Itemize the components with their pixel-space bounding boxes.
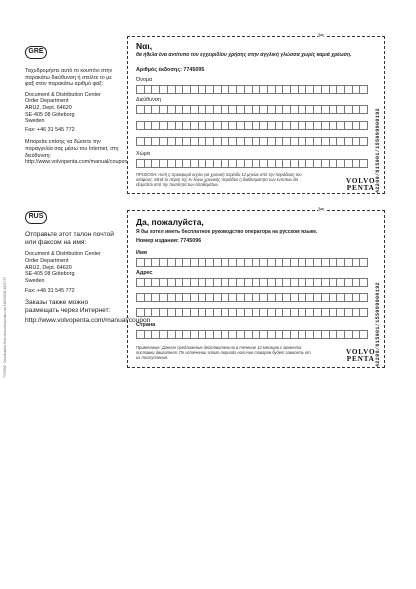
mailing-instructions: Отправьте этот талон почтой или факсом на имя: <box>25 231 114 247</box>
publication-number: Номер издания: 7745096 <box>136 238 202 244</box>
mailing-instructions: Ταχυδρομήστε αυτό το κουπόνι στην παρακάτω διεύθυνση ή στείλτε το με φαξ στον παρακάτω αριθμό φαξ: <box>25 68 113 88</box>
language-badge: RUS <box>25 211 47 224</box>
address-field-line-1[interactable] <box>136 105 368 114</box>
address-line: ARU2, Dept. 64620 <box>25 264 72 271</box>
address-label: Адрес <box>136 270 153 276</box>
scissors-icon: ✂ <box>318 205 325 214</box>
country-label: Χώρα <box>136 151 150 157</box>
section-greek <box>0 30 416 200</box>
address-block <box>25 92 120 125</box>
volvo-penta-logo: VOLVO PENTA <box>346 348 376 363</box>
order-coupon <box>127 31 385 194</box>
address-line: Order Department <box>25 98 69 105</box>
address-field-line-2[interactable] <box>136 121 368 130</box>
country-field[interactable] <box>136 330 368 339</box>
volvo-penta-logo: VOLVO PENTA <box>346 177 376 192</box>
address-field-line-2[interactable] <box>136 293 368 302</box>
address-line: Sweden <box>25 118 45 125</box>
order-coupon <box>127 205 385 368</box>
address-line: ARU2, Dept. 64620 <box>25 104 72 111</box>
address-line: SE-405 08 Göteborg <box>25 271 75 278</box>
coupon-url[interactable]: http://www.volvopenta.com/manual/coupon <box>25 317 151 325</box>
coupon-request: Я бы хотел иметь бесплатное руководство оператора на русском языке. <box>136 229 318 235</box>
address-line: Sweden <box>25 277 45 284</box>
validity-note: ΠΡΟΣΟΧΗ: Αυτή η προσφορά ισχύει για χρονική περίοδο 12 μηνών από την παράδοση του σκάφους. Μετά το πέρας της εν λόγω χρονικής περιόδου η διαθεσιμότητα των εντύπων θα εξαρτάται από την ποσότητα των αποθεμάτων. <box>136 172 302 187</box>
coupon-heading: Ναι, <box>136 41 153 51</box>
section-russian <box>0 203 416 373</box>
language-badge: GRE <box>25 46 47 59</box>
address-label: Διεύθυνση <box>136 97 162 103</box>
coupon-code: 42200/615001/155099900192 <box>375 107 381 193</box>
scissors-icon: ✂ <box>318 31 325 40</box>
address-line: Order Department <box>25 258 69 264</box>
address-field-line-3[interactable] <box>136 137 368 146</box>
internet-order-text: Μπορείτε επίσης να δώσετε την παραγγελία σας μέσω του Internet, στη διεύθυνση: <box>25 139 119 159</box>
address-field-line-3[interactable] <box>136 308 368 317</box>
address-line: Document & Distribution Center <box>25 251 101 258</box>
fax-number: Fax: +46 31 545 772 <box>25 126 75 133</box>
coupon-url[interactable]: http://www.volvopenta.com/manual/coupon <box>25 159 128 166</box>
name-field[interactable] <box>136 85 368 94</box>
validity-note: Примечание: Данное предложение действительно в течение 12 месяцев с момента поставки двигателя. По истечении этого периода наличие товаров будет зависеть от их поступления. <box>136 345 311 360</box>
publication-number: Αριθμός έκδοσης: 7745095 <box>136 67 205 73</box>
address-field-line-1[interactable] <box>136 278 368 287</box>
name-label: Имя <box>136 250 148 256</box>
download-margin-note: 7745096 · Downloaded from www.volvopenta.com 16/03/2015 16:07:37 <box>3 276 7 378</box>
address-block <box>25 251 120 284</box>
fax-number: Fax: +46 31 545 772 <box>25 288 75 295</box>
coupon-request: θα ήθελα ένα αντίτυπο του εγχειριδίου χρήσης στην αγγλική γλώσσα χωρίς καμιά χρέωση. <box>136 52 352 58</box>
country-label: Страна <box>136 322 156 328</box>
address-line: SE-405 08 Göteborg <box>25 111 75 118</box>
name-label: Όνομα <box>136 77 153 83</box>
country-field[interactable] <box>136 159 368 168</box>
address-line: Document & Distribution Center <box>25 91 101 98</box>
coupon-heading: Да, пожалуйста, <box>136 217 204 227</box>
instructions-column <box>25 68 128 170</box>
coupon-code: 42200/615001/155099900192 <box>375 281 381 367</box>
name-field[interactable] <box>136 258 368 267</box>
internet-order-text: Заказы также можно размещать через Интернет: <box>25 298 111 315</box>
